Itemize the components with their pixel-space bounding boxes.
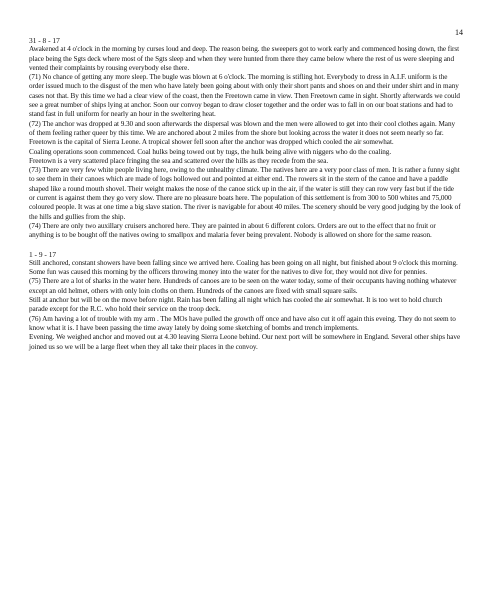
entry-paragraph: (71) No chance of getting any more sleep. The bugle was blown at 6 o'clock. The morning is stifling hot. Everybody to dress in A.I.F. uniform is the order issued much to the disgust of the men who have lately been going about with only their short pants and shoes on and their under shirt and in many cases not that. By this time we had a clear view of the coast, then the Freetown came in view. Then Freetown came in sight. Shortly afterwards we could see a great number of ships lying at anchor. Soon our convoy began to draw closer together and the order was to fall in on our boat stations and had to stand fast in full uniform for nearly an hour in the sweltering heat. bbox=[29, 73, 460, 119]
page-number: 14 bbox=[455, 28, 463, 37]
entry-paragraph: (76) Am having a lot of trouble with my arm . The MOs have pulled the growth off once and have also cut it off again this eveing. They do not seem to know what it is. I have been passing the time away lately by doing some sketching of bombs and trench implements. bbox=[29, 314, 456, 332]
entry-paragraph: Evening. We weighed anchor and moved out at 4.30 leaving Sierra Leone behind. Our next port will be somewhere in England. Several other ships have joined us so we will be a large fleet when they all take their places in the convoy. bbox=[29, 333, 461, 351]
entry-date: 31 - 8 - 17 bbox=[29, 36, 60, 45]
entry-paragraph: Freetown is a very scattered place fringing the sea and scattered over the hills as they recede from the sea. bbox=[29, 156, 329, 165]
diary-entry-1 bbox=[29, 36, 461, 241]
entry-paragraph: (73) There are very few white people living here, owing to the unhealthy climate. The natives here are a very poor class of men. It is rather a funny sight to see them in their canoes which are made of logs hollowed out and pointed at either end. The rowers sit in the stern of the canoe and have a paddle shaped like a round mouth shovel. Their weight makes the nose of the canoe stick up in the air, if the water is still they can row very fast but if the tide or current is against them they go very slow. There are no pleasure boats here. The population of this settlement is from 300 to 500 whites and 75,000 coloured people. It was at one time a big slave station. The river is navigable for about 40 miles. The scenery should be very good judging by the look of the hills and gullies from the ship. bbox=[29, 166, 461, 221]
entry-paragraph: (72) The anchor was dropped at 9.30 and soon afterwards the dispersal was blown and the men were allowed to get into their cool clothes again. Many of them feeling rather queer by this time. We are anchored about 2 miles from the shore but looking across the water it does not seem nearly so far. Freetown is the capital of Sierra Leone. A tropical shower fell soon after the anchor was dropped which cooled the air somewhat. bbox=[29, 119, 456, 147]
entry-paragraph: Still at anchor but will be on the move before night. Rain has been falling all night which has cooled the air somewhat. It is too wet to hold church parade except for the R.C. who hold their service on the troop deck. bbox=[29, 296, 443, 314]
entry-paragraph: Awakened at 4 o'clock in the morning by curses loud and deep. The reason being. the sweepers got to work early and commenced hosing down, the first place being the Sgts deck where most of the Sgts sleep and when they were hunted from there they came below where the rest of us were sleeping and vented their complaints by rousing everybody else there. bbox=[29, 45, 460, 72]
entry-paragraph: (74) There are only two auxillary cruisers anchored here. They are painted in about 6 different colors. Orders are out to the effect that no fruit or anything is to be bought off the natives owing to smallpox and malaria fever being prevalent. Nobody is allowed on shore for the same reason. bbox=[29, 221, 436, 240]
diary-entry-2 bbox=[29, 250, 461, 352]
entry-paragraph: (75) There are a lot of sharks in the water here. Hundreds of canoes are to be seen on the water today, some of their occupants having nothing whatever except an old helmet, others with only loin cloths on them. Hundreds of the canoes are fixed with small square sails. bbox=[29, 277, 457, 295]
entry-paragraph: Coaling operations soon commenced. Coal hulks being towed out by tugs, the hulk being alive with niggers who do the coaling. bbox=[29, 147, 392, 156]
entry-separator bbox=[29, 241, 461, 250]
entry-paragraph: Still anchored, constant showers have been falling since we arrived here. Coaling has been going on all night, but finished about 9 o'clock this morning. Some fun was caused this morning by the officers throwing money into the water for the natives to dive for, they would not dive for pennies. bbox=[29, 258, 458, 277]
entry-date: 1 - 9 - 17 bbox=[29, 249, 57, 259]
